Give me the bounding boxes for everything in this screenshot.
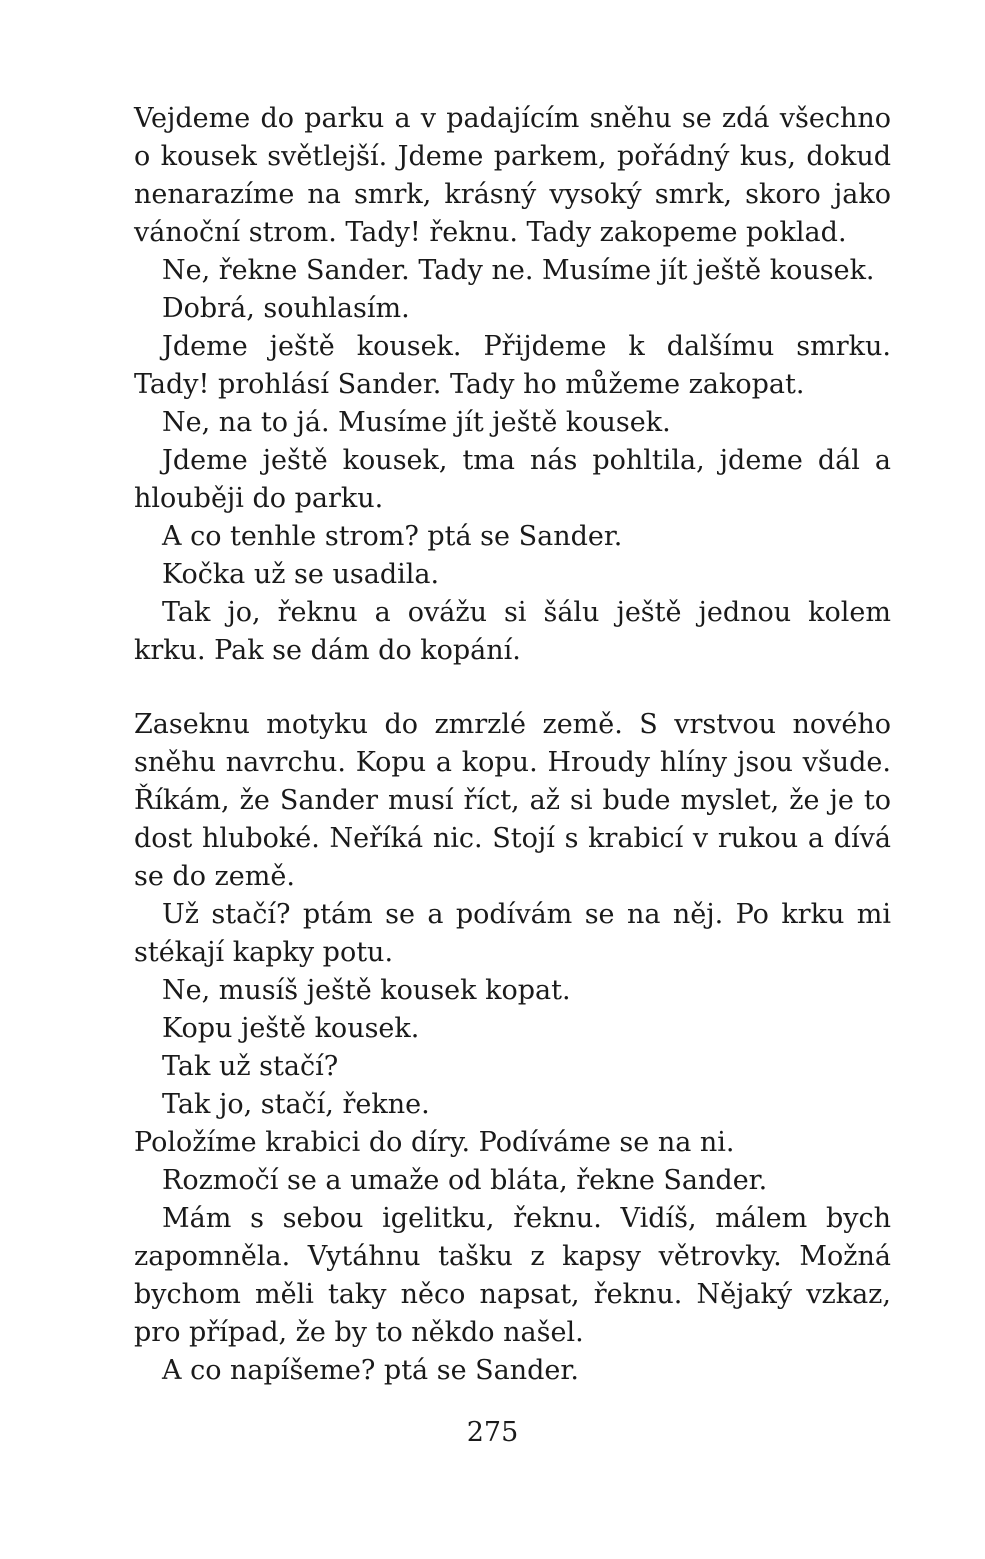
paragraph: Tak jo, řeknu a ovážu si šálu ještě jednou kolem krku. Pak se dám do kopání. <box>134 597 891 666</box>
paragraph: Vejdeme do parku a v padajícím sněhu se zdá všechno o kousek světlejší. Jdeme parkem, pořádný kus, dokud nenarazíme na smrk, krásný vysoký smrk, skoro jako vánoční strom. Tady! řeknu. Tady zakopeme poklad. <box>134 103 891 248</box>
paragraph: Už stačí? ptám se a podívám se na něj. Po krku mi stékají kapky potu. <box>134 899 891 968</box>
paragraph: Jdeme ještě kousek. Přijdeme k dalšímu smrku. Tady! prohlásí Sander. Tady ho můžeme zakopat. <box>134 331 891 400</box>
paragraph: Jdeme ještě kousek, tma nás pohltila, jdeme dál a hlouběji do parku. <box>134 445 891 514</box>
paragraph: A co napíšeme? ptá se Sander. <box>162 1355 579 1386</box>
paragraph: Tak už stačí? <box>162 1051 339 1082</box>
paragraph: Mám s sebou igelitku, řeknu. Vidíš, málem bych zapomněla. Vytáhnu tašku z kapsy větrovky. Možná bychom měli taky něco napsat, řeknu. Nějaký vzkaz, pro případ, že by to někdo našel. <box>134 1203 891 1348</box>
paragraph: A co tenhle strom? ptá se Sander. <box>162 521 623 552</box>
paragraph: Kočka už se usadila. <box>162 559 440 590</box>
paragraph: Ne, na to já. Musíme jít ještě kousek. <box>162 407 671 438</box>
paragraph: Tak jo, stačí, řekne. <box>162 1089 430 1120</box>
paragraph: Rozmočí se a umaže od bláta, řekne Sander. <box>162 1165 768 1196</box>
paragraph: Kopu ještě kousek. <box>162 1013 420 1044</box>
paragraph: Dobrá, souhlasím. <box>162 293 410 324</box>
text-section-2 <box>134 706 891 1124</box>
paragraph: Ne, řekne Sander. Tady ne. Musíme jít ještě kousek. <box>162 255 875 286</box>
paragraph: Ne, musíš ještě kousek kopat. <box>162 975 571 1006</box>
page-number: 275 <box>466 1417 519 1448</box>
text-section-1 <box>134 100 891 670</box>
paragraph: Položíme krabici do díry. Podíváme se na ni. <box>134 1127 735 1158</box>
paragraph: Zaseknu motyku do zmrzlé země. S vrstvou nového sněhu navrchu. Kopu a kopu. Hroudy hlíny jsou všude. Říkám, že Sander musí říct, až si bude myslet, že je to dost hluboké. Neříká nic. Stojí s krabicí v rukou a dívá se do země. <box>134 709 891 892</box>
text-section-3 <box>134 1124 891 1390</box>
